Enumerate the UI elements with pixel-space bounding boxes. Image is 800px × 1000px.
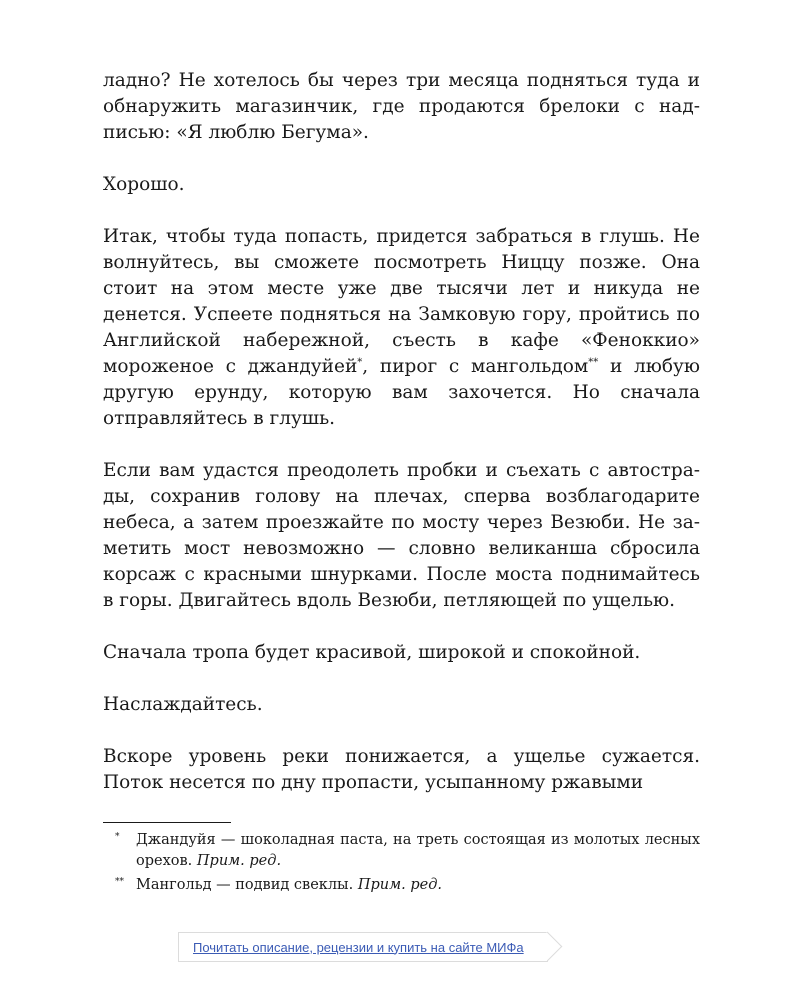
footnotes	[103, 830, 700, 899]
buy-book-banner[interactable]	[178, 932, 548, 962]
paragraph-2: Хорошо.	[103, 174, 185, 195]
paragraph-3-text-2: , пирог с мангольдом	[362, 356, 589, 377]
footnote-ref-1: *	[357, 357, 363, 368]
footnote-1-editor-note: Прим. ред.	[196, 853, 282, 869]
paragraph-3-text-3: и любую другую ерунду, которую вам захочется. Но сначала отправляйтесь в глушь.	[103, 356, 700, 429]
book-page-body	[103, 68, 700, 796]
footnote-ref-2: **	[588, 357, 599, 368]
paragraph-3	[103, 224, 700, 432]
footnote-2-text: Мангольд — подвид свеклы.	[136, 877, 358, 893]
paragraph-4: Если вам удастся преодолеть пробки и съехать с автострады, сохранив голову на плечах, сперва возблагодарите небеса, а затем проезжайте по мосту через Везюби. Не заметить мост невозможно — словно великанша сбросила корсаж с красными шнурками. После моста поднимайтесь в горы. Двигайтесь вдоль Везюби, петляющей по ущелью.	[103, 460, 700, 611]
paragraph-1: ладно? Не хотелось бы через три месяца подняться туда и обнаружить магазинчик, где продаются брелоки с надписью: «Я люблю Бегума».	[103, 70, 700, 143]
paragraph-6: Наслаждайтесь.	[103, 694, 263, 715]
footnote-2-mark: **	[115, 877, 124, 887]
footnote-1	[103, 830, 700, 872]
footnote-2	[103, 875, 700, 896]
footnote-1-mark: *	[115, 832, 120, 842]
footnote-divider	[103, 822, 231, 823]
footnote-2-editor-note: Прим. ред.	[357, 877, 442, 893]
paragraph-3-text-1: Итак, чтобы туда попасть, придется забраться в глушь. Не волнуйтесь, вы сможете посмотреть Ниццу позже. Она стоит на этом месте уже две тысячи лет и никуда не денется. Успеете подняться на Замковую гору, пройтись по Английской набережной, съесть в кафе «Феноккио» мороженое с джандуйей	[103, 226, 700, 377]
paragraph-5: Сначала тропа будет красивой, широкой и спокойной.	[103, 642, 641, 663]
footnote-1-text: Джандуйя — шоколадная паста, на треть состоящая из молотых лесных орехов.	[136, 832, 700, 869]
paragraph-7: Вскоре уровень реки понижается, а ущелье сужается. Поток несется по дну пропасти, усыпанному ржавыми	[103, 746, 700, 793]
buy-book-link[interactable]: Почитать описание, рецензии и купить на сайте МИФа	[193, 939, 524, 955]
